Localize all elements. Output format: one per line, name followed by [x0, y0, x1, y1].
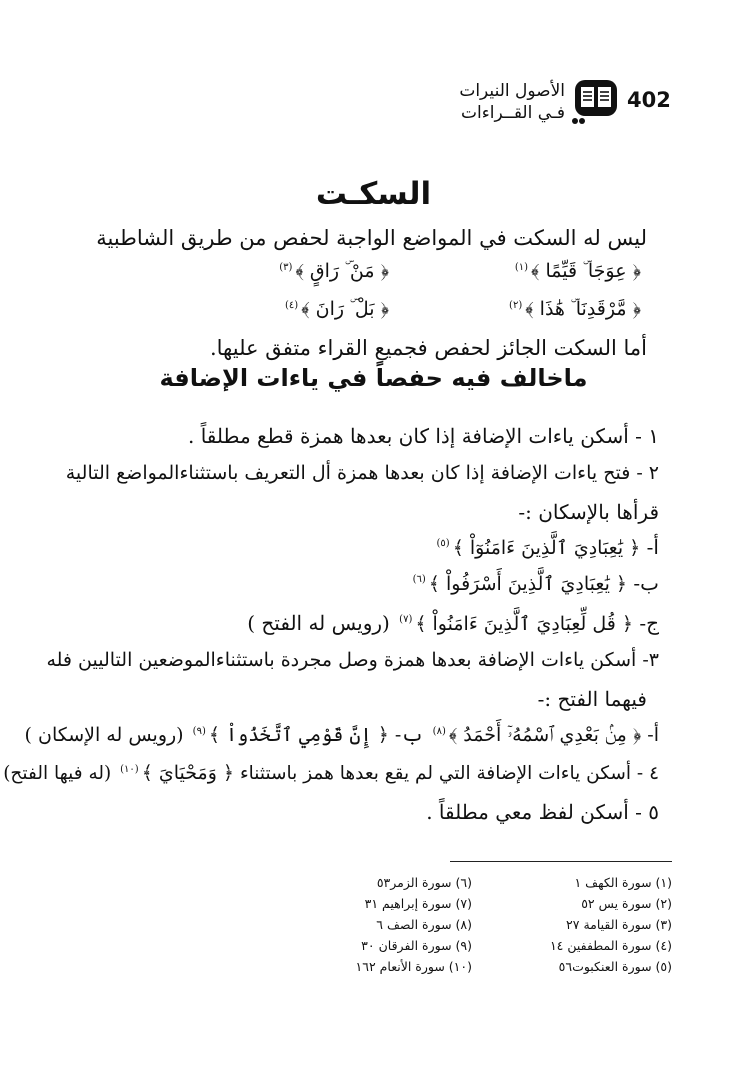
quran-verse: ﴿ قُل لِّعِبَادِيَ ٱلَّذِينَ ءَامَنُواْ ﴾ — [415, 613, 633, 635]
footnote: (٢) سورة يس ٥٢ — [581, 896, 672, 911]
quran-verse: ﴿ مَّرْقَدِنَا ۜ هَٰذَا ﴾ — [525, 298, 641, 320]
rule-2-line1: ٢ - فتح ياءات الإضافة إذا كان بعدها همزة أل التعريف باستثناءالمواضع التالية — [65, 462, 659, 484]
sakt-place-2 — [276, 260, 389, 282]
quran-verse: ﴿ مَنْ ۜ رَاقٍ ﴾ — [295, 260, 389, 282]
book-title-line2: فـي القــراءات — [461, 103, 565, 123]
footnote-ref: (١) — [514, 261, 529, 273]
item-label: ب- — [394, 724, 424, 746]
footnotes-right-column — [550, 872, 672, 977]
footnotes-left-column — [356, 872, 472, 977]
book-title — [459, 80, 565, 124]
permissible-note: أما السكت الجائز لحفص فجميع القراء متفق عليها. — [209, 336, 647, 360]
rule-4-prefix: ٤ - أسكن ياءات الإضافة التي لم يقع بعدها همز باستثناء — [239, 763, 659, 784]
footnote-ref: (٣) — [279, 261, 293, 273]
rule-2-line2: قرأها بالإسكان :- — [518, 500, 659, 524]
sakt-place-4 — [282, 298, 389, 320]
footnote-ref: (٩) — [192, 725, 206, 737]
item-label: ج- — [639, 611, 659, 635]
footnote-ref: (٧) — [399, 614, 413, 626]
footnote: (٣) سورة القيامة ٢٧ — [566, 917, 672, 932]
page-number: 402 — [627, 88, 671, 112]
quran-verse: ﴿ وَمَحْيَايَ ﴾ — [141, 762, 235, 784]
riwaya-note: (له فيها الفتح) — [3, 763, 112, 784]
rule-3-items — [25, 724, 659, 746]
rule-3-line1: ٣- أسكن ياءات الإضافة بعدها همزة وصل مجردة باستثناءالموضعين التاليين فله — [46, 649, 659, 671]
quran-verse: ﴿ إِنَّ قَوْمِي ٱتَّخَذُواْ ﴾ — [208, 724, 389, 746]
book-title-line1: الأصول النيرات — [459, 81, 565, 101]
rule-1: ١ - أسكن ياءات الإضافة إذا كان بعدها همزة قطع مطلقاً . — [187, 424, 659, 448]
rule-4 — [3, 762, 659, 784]
footnote: (١٠) سورة الأنعام ١٦٢ — [355, 959, 472, 974]
riwaya-note: (رويس له الفتح ) — [247, 611, 390, 635]
quran-verse: ﴿ يَٰعِبَادِيَ ٱلَّذِينَ أَسْرَفُواْ ﴾ — [428, 573, 628, 595]
footnote-ref: (٥) — [436, 538, 450, 550]
rule-2-item-c — [247, 611, 659, 635]
footnote: (١) سورة الكهف ١ — [574, 875, 672, 890]
sakt-place-3 — [506, 298, 641, 320]
section-title: السكـت — [315, 176, 432, 212]
footnote: (٩) سورة الفرقان ٣٠ — [361, 938, 472, 953]
footnote: (٥) سورة العنكبوت٥٦ — [558, 959, 672, 974]
open-book-icon — [569, 78, 623, 126]
footnote-divider — [450, 861, 672, 862]
footnote-ref: (٦) — [412, 574, 426, 586]
intro-text: ليس له السكت في المواضع الواجبة لحفص من طريق الشاطبية — [96, 226, 647, 250]
subtitle: ماخالف فيه حفصاً في ياءات الإضافة — [159, 364, 588, 392]
footnote-ref: (٨) — [432, 725, 446, 737]
footnote-ref: (٢) — [509, 299, 523, 311]
footnote: (٨) سورة الصف ٦ — [376, 917, 472, 932]
riwaya-note: (رويس له الإسكان ) — [24, 724, 184, 746]
item-label: أ- — [647, 724, 659, 746]
quran-verse: ﴿ بَلْ ۜ رَانَ ﴾ — [301, 298, 389, 320]
rule-2-item-a — [434, 535, 659, 559]
rule-2-item-b — [410, 571, 659, 595]
quran-verse: ﴿ مِنۢ بَعْدِي ٱسْمُهُۥٓ أَحْمَدُ ﴾ — [448, 724, 642, 746]
rule-3-line2: فيهما الفتح :- — [537, 687, 647, 711]
quran-verse: ﴿ يَٰعِبَادِيَ ٱلَّذِينَ ءَامَنُوٓاْ ﴾ — [452, 537, 641, 559]
item-label: ب- — [633, 571, 659, 595]
item-label: أ- — [646, 535, 659, 559]
quran-verse: ﴿ عِوَجَا ۜ قَيِّمًا ﴾ — [531, 260, 641, 282]
footnote: (٧) سورة إبراهيم ٣١ — [364, 896, 472, 911]
sakt-place-1 — [512, 260, 641, 282]
footnote-ref: (١٠) — [120, 763, 139, 775]
footnote: (٦) سورة الزمر٥٣ — [376, 875, 472, 890]
footnote-ref: (٤) — [285, 299, 299, 311]
footnote: (٤) سورة المطففين ١٤ — [549, 938, 672, 953]
rule-5: ٥ - أسكن لفظ معي مطلقاً . — [426, 800, 659, 824]
